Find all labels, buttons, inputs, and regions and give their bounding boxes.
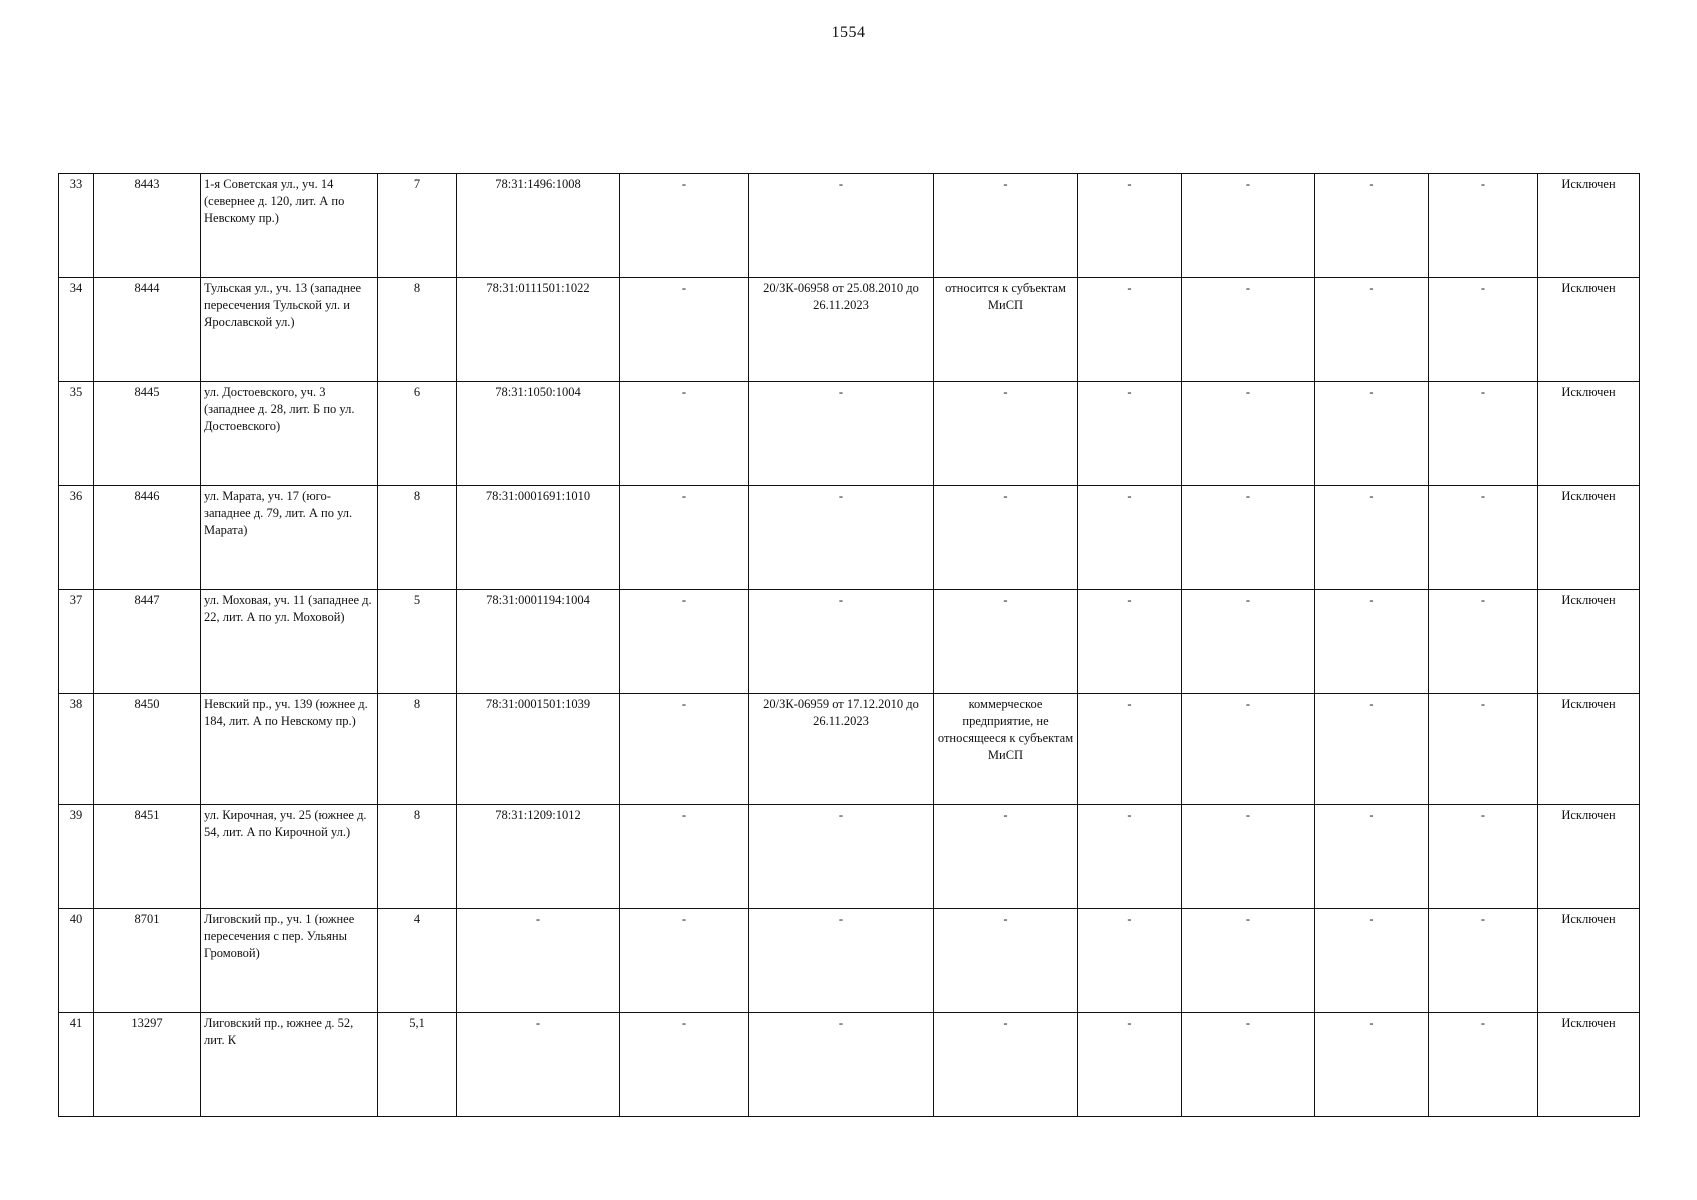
column-9-cell: - [1078, 694, 1182, 805]
object-id: 8443 [94, 174, 201, 278]
status-cell: Исключен [1538, 694, 1640, 805]
cadastral-number-cell: 78:31:0001691:1010 [457, 486, 620, 590]
contract-cell: - [749, 174, 934, 278]
column-11-cell: - [1315, 382, 1429, 486]
object-id: 8446 [94, 486, 201, 590]
column-11-cell: - [1315, 909, 1429, 1013]
address-cell: Лиговский пр., южнее д. 52, лит. К [201, 1013, 378, 1117]
table-row [59, 382, 1640, 486]
column-12-cell: - [1429, 382, 1538, 486]
cadastral-number-cell: - [457, 1013, 620, 1117]
row-number: 41 [59, 1013, 94, 1117]
area-cell: 7 [378, 174, 457, 278]
column-9-cell: - [1078, 382, 1182, 486]
column-10-cell: - [1182, 278, 1315, 382]
contract-cell: - [749, 909, 934, 1013]
area-cell: 8 [378, 278, 457, 382]
area-cell: 8 [378, 805, 457, 909]
column-9-cell: - [1078, 486, 1182, 590]
column-6-cell: - [620, 278, 749, 382]
cadastral-number-cell: 78:31:0111501:1022 [457, 278, 620, 382]
table-row [59, 174, 1640, 278]
address-cell: ул. Марата, уч. 17 (юго-западнее д. 79, лит. А по ул. Марата) [201, 486, 378, 590]
column-9-cell: - [1078, 278, 1182, 382]
object-id: 8447 [94, 590, 201, 694]
contract-cell: 20/ЗК-06958 от 25.08.2010 до 26.11.2023 [749, 278, 934, 382]
column-6-cell: - [620, 1013, 749, 1117]
row-number: 34 [59, 278, 94, 382]
object-id: 13297 [94, 1013, 201, 1117]
contract-cell: 20/ЗК-06959 от 17.12.2010 до 26.11.2023 [749, 694, 934, 805]
category-cell: - [934, 909, 1078, 1013]
area-cell: 5 [378, 590, 457, 694]
category-cell: - [934, 1013, 1078, 1117]
object-id: 8451 [94, 805, 201, 909]
column-11-cell: - [1315, 805, 1429, 909]
column-9-cell: - [1078, 590, 1182, 694]
table-row [59, 486, 1640, 590]
table-row [59, 1013, 1640, 1117]
object-id: 8701 [94, 909, 201, 1013]
address-cell: Тульская ул., уч. 13 (западнее пересечения Тульской ул. и Ярославской ул.) [201, 278, 378, 382]
row-number: 37 [59, 590, 94, 694]
column-6-cell: - [620, 174, 749, 278]
address-cell: 1-я Советская ул., уч. 14 (севернее д. 120, лит. А по Невскому пр.) [201, 174, 378, 278]
cadastral-number-cell: 78:31:0001501:1039 [457, 694, 620, 805]
address-cell: ул. Кирочная, уч. 25 (южнее д. 54, лит. А по Кирочной ул.) [201, 805, 378, 909]
area-cell: 5,1 [378, 1013, 457, 1117]
table-row [59, 694, 1640, 805]
column-12-cell: - [1429, 694, 1538, 805]
object-id: 8450 [94, 694, 201, 805]
cadastral-number-cell: 78:31:1209:1012 [457, 805, 620, 909]
column-11-cell: - [1315, 486, 1429, 590]
category-cell: - [934, 805, 1078, 909]
page-number: 1554 [831, 24, 866, 41]
column-12-cell: - [1429, 278, 1538, 382]
area-cell: 6 [378, 382, 457, 486]
column-10-cell: - [1182, 1013, 1315, 1117]
column-6-cell: - [620, 590, 749, 694]
address-cell: ул. Достоевского, уч. 3 (западнее д. 28, лит. Б по ул. Достоевского) [201, 382, 378, 486]
cadastral-number-cell: 78:31:0001194:1004 [457, 590, 620, 694]
row-number: 40 [59, 909, 94, 1013]
column-11-cell: - [1315, 590, 1429, 694]
column-6-cell: - [620, 382, 749, 486]
status-cell: Исключен [1538, 805, 1640, 909]
column-12-cell: - [1429, 174, 1538, 278]
status-cell: Исключен [1538, 174, 1640, 278]
area-cell: 8 [378, 486, 457, 590]
column-10-cell: - [1182, 174, 1315, 278]
row-number: 39 [59, 805, 94, 909]
column-11-cell: - [1315, 278, 1429, 382]
column-10-cell: - [1182, 590, 1315, 694]
cadastral-number-cell: - [457, 909, 620, 1013]
column-9-cell: - [1078, 805, 1182, 909]
column-11-cell: - [1315, 1013, 1429, 1117]
category-cell: - [934, 382, 1078, 486]
column-6-cell: - [620, 694, 749, 805]
table-row [59, 278, 1640, 382]
column-11-cell: - [1315, 174, 1429, 278]
column-12-cell: - [1429, 590, 1538, 694]
row-number: 38 [59, 694, 94, 805]
contract-cell: - [749, 382, 934, 486]
contract-cell: - [749, 590, 934, 694]
category-cell: коммерческое предприятие, не относящееся к субъектам МиСП [934, 694, 1078, 805]
column-9-cell: - [1078, 1013, 1182, 1117]
table-row [59, 805, 1640, 909]
status-cell: Исключен [1538, 486, 1640, 590]
column-10-cell: - [1182, 805, 1315, 909]
table-row [59, 909, 1640, 1013]
object-id: 8444 [94, 278, 201, 382]
category-cell: - [934, 486, 1078, 590]
column-6-cell: - [620, 486, 749, 590]
status-cell: Исключен [1538, 1013, 1640, 1117]
area-cell: 4 [378, 909, 457, 1013]
table-row [59, 590, 1640, 694]
column-10-cell: - [1182, 694, 1315, 805]
area-cell: 8 [378, 694, 457, 805]
row-number: 33 [59, 174, 94, 278]
column-10-cell: - [1182, 909, 1315, 1013]
category-cell: - [934, 590, 1078, 694]
cadastral-number-cell: 78:31:1496:1008 [457, 174, 620, 278]
category-cell: - [934, 174, 1078, 278]
column-9-cell: - [1078, 174, 1182, 278]
status-cell: Исключен [1538, 278, 1640, 382]
address-cell: Невский пр., уч. 139 (южнее д. 184, лит. А по Невскому пр.) [201, 694, 378, 805]
address-cell: Лиговский пр., уч. 1 (южнее пересечения с пер. Ульяны Громовой) [201, 909, 378, 1013]
column-12-cell: - [1429, 909, 1538, 1013]
contract-cell: - [749, 486, 934, 590]
object-id: 8445 [94, 382, 201, 486]
cadastral-number-cell: 78:31:1050:1004 [457, 382, 620, 486]
row-number: 36 [59, 486, 94, 590]
status-cell: Исключен [1538, 909, 1640, 1013]
column-12-cell: - [1429, 805, 1538, 909]
column-10-cell: - [1182, 486, 1315, 590]
contract-cell: - [749, 1013, 934, 1117]
row-number: 35 [59, 382, 94, 486]
address-cell: ул. Моховая, уч. 11 (западнее д. 22, лит. А по ул. Моховой) [201, 590, 378, 694]
register-table [58, 173, 1640, 1117]
column-11-cell: - [1315, 694, 1429, 805]
status-cell: Исключен [1538, 382, 1640, 486]
column-9-cell: - [1078, 909, 1182, 1013]
column-10-cell: - [1182, 382, 1315, 486]
category-cell: относится к субъектам МиСП [934, 278, 1078, 382]
column-12-cell: - [1429, 1013, 1538, 1117]
status-cell: Исключен [1538, 590, 1640, 694]
column-12-cell: - [1429, 486, 1538, 590]
column-6-cell: - [620, 909, 749, 1013]
column-6-cell: - [620, 805, 749, 909]
contract-cell: - [749, 805, 934, 909]
